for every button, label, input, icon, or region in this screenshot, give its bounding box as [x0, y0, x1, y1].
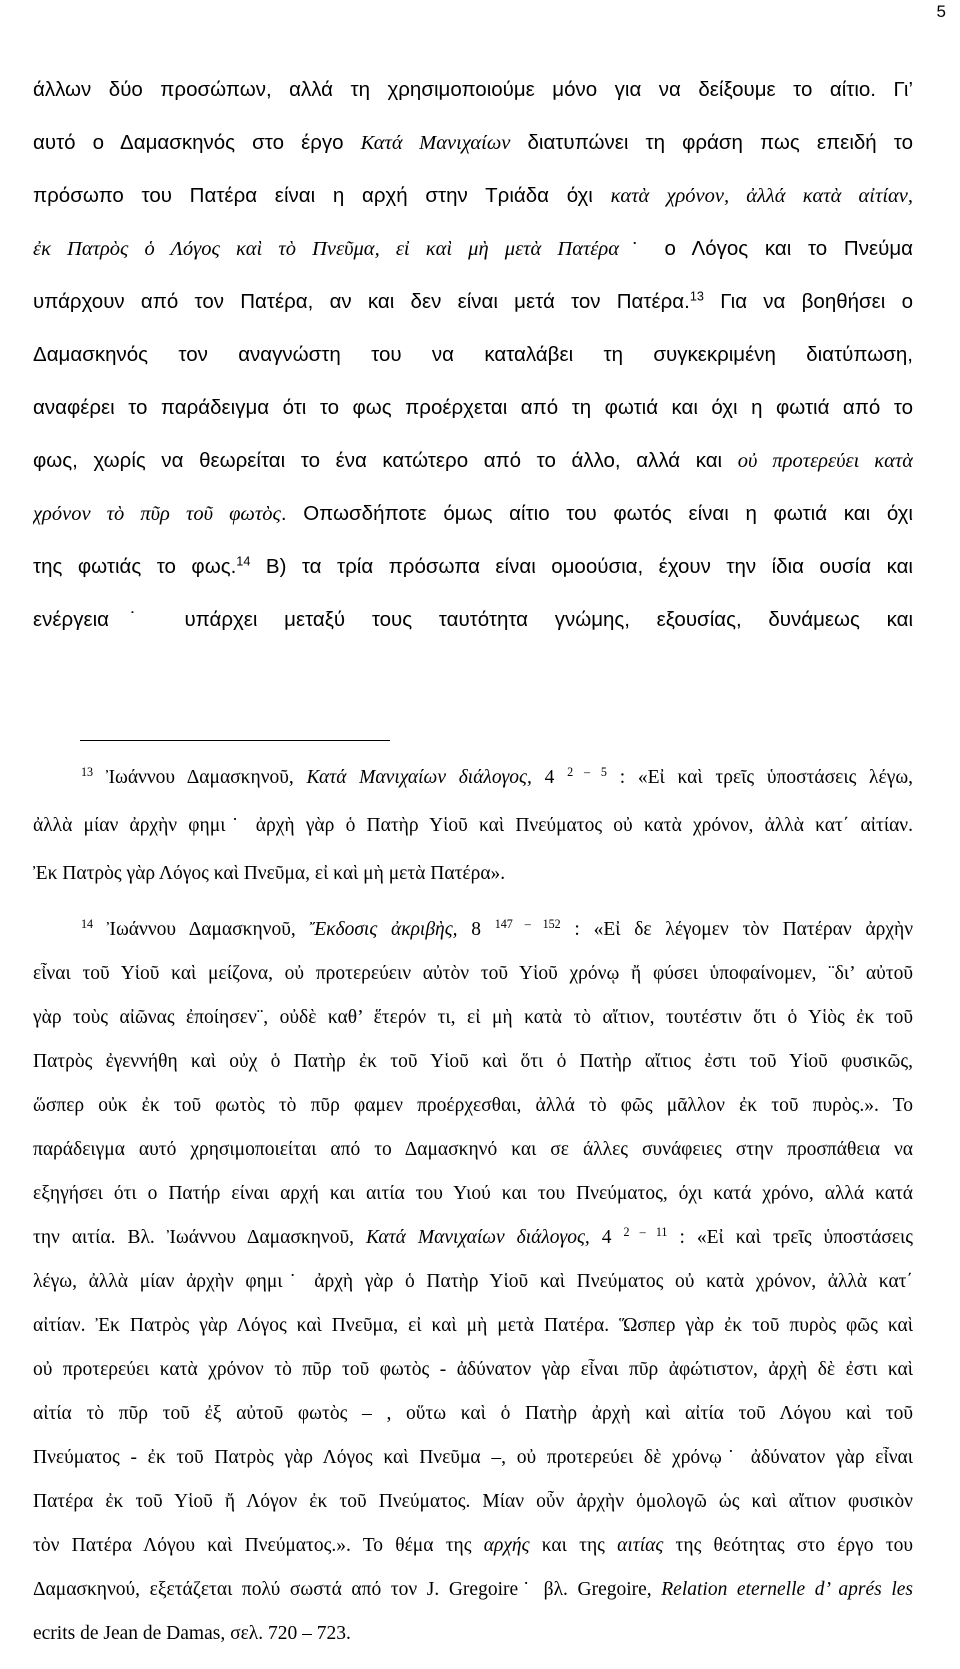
footnote-ref-13: 13 — [689, 290, 704, 304]
footnote-14-line-12: αἰτία τὸ πῦρ τοῦ ἐξ αὐτοῦ φωτὸς – , οὕτω καὶ ὁ Πατὴρ ἀρχὴ καὶ αἰτία τοῦ Λόγου καὶ τοῦ — [33, 1403, 913, 1424]
footnote-14-line-4: Πατρὸς ἐγεννήθη καὶ οὐχ ὁ Πατὴρ ἐκ τοῦ Υἱοῦ καὶ ὅτι ὁ Πατὴρ αἴτιος ἐστι τοῦ Υἱοῦ φυσικῶς, — [33, 1051, 913, 1072]
footnote-14-line-11: οὐ προτερεύει κατὰ χρόνον τὸ πῦρ τοῦ φωτὸς - ἀδύνατον γὰρ εἶναι πῦρ ἀφώτιστον, ἀρχὴ δὲ ἐστι καὶ — [33, 1359, 913, 1380]
body-line-8: φως, χωρίς να θεωρείται το ένα κατώτερο από το άλλο, αλλά και οὐ προτερεύει κατὰ — [33, 449, 913, 472]
footnote-14-line-17: ecrits de Jean de Damas, σελ. 720 – 723. — [33, 1623, 351, 1644]
footnote-14-line-5: ὥσπερ οὐκ ἐκ τοῦ φωτὸς τὸ πῦρ φαμεν προέρχεσθαι, ἀλλά τὸ φῶς μᾶλλον ἐκ τοῦ πυρὸς.». Το — [33, 1095, 913, 1116]
footnote-14-line-13: Πνεύματος - ἐκ τοῦ Πατρὸς γὰρ Λόγος καὶ Πνεῦμα –, οὐ προτερεύει δὲ χρόνῳ˙ ἀδύνατον γὰρ εἶναι — [33, 1447, 913, 1468]
body-line-5: υπάρχουν από τον Πατέρα, αν και δεν είναι μετά τον Πατέρα.$^{13}$ Για να βοηθήσει ο — [33, 290, 913, 313]
page-number: 5 — [936, 2, 946, 21]
footnote-13-line-3: Ἐκ Πατρὸς γὰρ Λόγος καὶ Πνεῦμα, εἰ καὶ μὴ μετὰ Πατέρα». — [33, 863, 506, 884]
footnote-13-line-2: ἀλλὰ μίαν ἀρχὴν φημι˙ ἀρχὴ γὰρ ὁ Πατὴρ Υἱοῦ καὶ Πνεύματος οὐ κατὰ χρόνον, ἀλλὰ κατ΄ αἰτίαν. — [33, 815, 913, 836]
footnote-14-line-15: τὸν Πατέρα Λόγου καὶ Πνεύματος.». Το θέμα της αρχής και της αιτίας της θεότητας στο έργο του — [33, 1535, 913, 1556]
footnote-14-line-14: Πατέρα ἐκ τοῦ Υἱοῦ ἤ Λόγον ἐκ τοῦ Πνεύματος. Μίαν οὖν ἀρχὴν ὁμολογῶ ὡς καὶ αἴτιον φυσικὸν — [33, 1491, 913, 1512]
footnote-separator — [80, 740, 390, 741]
body-line-9: χρόνον τὸ πῦρ τοῦ φωτὸς. Οπωσδήποτε όμως αίτιο του φωτός είναι η φωτιά και όχι — [33, 502, 913, 525]
body-line-3: πρόσωπο του Πατέρα είναι η αρχή στην Τριάδα όχι κατὰ χρόνον, ἀλλά κατὰ αἰτίαν, — [33, 184, 913, 207]
footnote-ref-14: 14 — [236, 555, 251, 569]
footnote-14-line-8: την αιτία. Βλ. Ἰωάννου Δαμασκηνοῦ, Κατά Μανιχαίων διάλογος, 4 $^{2 - 11}$ : «Εἰ καὶ τρεῖς ὑποστάσεις — [33, 1227, 913, 1248]
body-line-6: Δαμασκηνός τον αναγνώστη του να καταλάβει τη συγκεκριμένη διατύπωση, — [33, 343, 913, 366]
footnote-13-line-1: $^{13}$ Ἰωάννου Δαμασκηνοῦ, Κατά Μανιχαίων διάλογος, 4 $^{2 - 5}$ : «Εἰ καὶ τρεῖς ὑποστάσεις λέγω, — [81, 767, 913, 788]
footnote-14-line-10: αἰτίαν. Ἐκ Πατρὸς γὰρ Λόγος καὶ Πνεῦμα, εἰ καὶ μὴ μετὰ Πατέρα. Ὥσπερ γὰρ ἐκ τοῦ πυρὸς φῶς καὶ — [33, 1315, 913, 1336]
footnote-14-line-2: εἶναι τοῦ Υἱοῦ καὶ μείζονα, οὐ προτερεύειν αὐτὸν τοῦ Υἱοῦ χρόνῳ ἤ φύσει ὑποφαίνομεν, ¨δι’ αὐτοῦ — [33, 963, 913, 984]
body-line-4: ἐκ Πατρὸς ὁ Λόγος καὶ τὸ Πνεῦμα, εἰ καὶ μὴ μετὰ Πατέρα˙ ο Λόγος και το Πνεύμα — [33, 237, 913, 260]
footnote-14-line-16: Δαμασκηνού, εξετάζεται πολύ σωστά από τον J. Gregoire˙ βλ. Gregoire, Relation eternelle d’ aprés les — [33, 1579, 913, 1600]
body-line-10: της φωτιάς το φως.$^{14}$ Β) τα τρία πρόσωπα είναι ομοούσια, έχουν την ίδια ουσία και — [33, 555, 913, 578]
body-line-11: ενέργεια˙ υπάρχει μεταξύ τους ταυτότητα γνώμης, εξουσίας, δυνάμεως και — [33, 608, 913, 631]
footnote-14-line-7: εξηγήσει ότι ο Πατήρ είναι αρχή και αιτία του Υιού και του Πνεύματος, όχι κατά χρόνο, αλλά κατά — [33, 1183, 913, 1204]
footnote-14-line-6: παράδειγμα αυτό χρησιμοποιείται από το Δαμασκηνό και σε άλλες συνάφειες στην προσπάθεια να — [33, 1139, 913, 1160]
body-line-2: αυτό ο Δαμασκηνός στο έργο Κατά Μανιχαίων διατυπώνει τη φράση πως επειδή το — [33, 131, 913, 154]
body-line-7: αναφέρει το παράδειγμα ότι το φως προέρχεται από τη φωτιά και όχι η φωτιά από το — [33, 396, 913, 419]
footnote-14-line-3: γὰρ τοὺς αἰῶνας ἐποίησεν¨, οὐδὲ καθ’ ἕτερόν τι, εἰ μὴ κατὰ τὸ αἴτιον, τουτέστιν ὅτι ὁ Υἱὸς ἐκ τοῦ — [33, 1007, 913, 1028]
footnote-14-line-9: λέγω, ἀλλὰ μίαν ἀρχὴν φημι˙ ἀρχὴ γὰρ ὁ Πατὴρ Υἱοῦ καὶ Πνεύματος οὐ κατὰ χρόνον, ἀλλὰ κατ΄ — [33, 1271, 913, 1292]
body-line-1: άλλων δύο προσώπων, αλλά τη χρησιμοποιούμε μόνο για να δείξουμε το αίτιο. Γι’ — [33, 78, 913, 101]
footnote-14-line-1: $^{14}$ Ἰωάννου Δαμασκηνοῦ, Ἔκδοσις ἀκριβὴς, 8 $^{147 - 152}$ : «Εἰ δε λέγομεν τὸν Πατέραν ἀρχὴν — [81, 919, 913, 940]
